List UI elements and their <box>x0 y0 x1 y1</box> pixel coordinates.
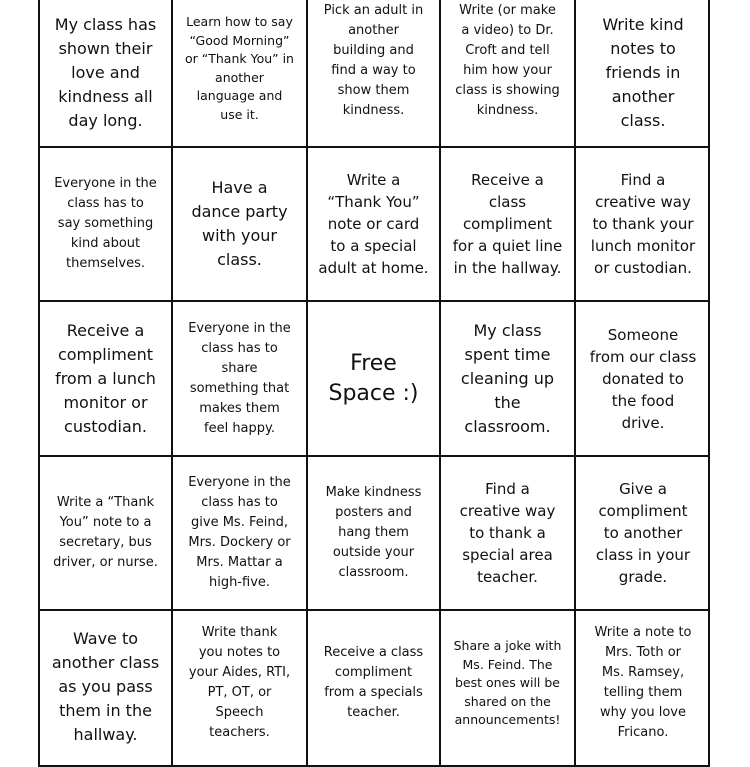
cell-text: My class spent time cleaning up the classroom. <box>460 320 555 436</box>
bingo-cell <box>40 457 173 611</box>
cell-text: Have a dance party with your class. <box>191 178 288 269</box>
cell-text: Write a “Thank You” note to a secretary, bus driver, or nurse. <box>53 495 158 570</box>
cell-text: Share a joke with Ms. Feind. The best ones will be shared on the announcements! <box>453 638 562 727</box>
bingo-cell <box>173 611 308 767</box>
bingo-cell <box>441 302 576 457</box>
bingo-cell <box>576 148 710 302</box>
bingo-cell <box>173 0 308 148</box>
cell-text: Pick an adult in another building and find a way to show them kindness. <box>323 3 424 118</box>
bingo-cell <box>441 0 576 148</box>
cell-text: Learn how to say “Good Morning” or “Thank You” in another language and use it. <box>185 14 294 122</box>
cell-text: Wave to another class as you pass them in the hallway. <box>51 629 160 744</box>
cell-text: Everyone in the class has to share something that makes them feel happy. <box>188 320 291 436</box>
cell-text: Give a compliment to another class in your grade. <box>595 480 691 586</box>
cell-text: Everyone in the class has to give Ms. Feind, Mrs. Dockery or Mrs. Mattar a high-five. <box>188 475 291 590</box>
cell-text: Write a “Thank You” note or card to a special adult at home. <box>318 171 429 277</box>
bingo-cell <box>308 148 441 302</box>
bingo-cell <box>576 0 710 148</box>
cell-text: Receive a class compliment for a quiet line in the hallway. <box>452 171 563 277</box>
cell-text: Everyone in the class has to say something kind about themselves. <box>54 176 157 271</box>
cell-text: Make kindness posters and hang them outside your classroom. <box>325 485 422 580</box>
bingo-cell <box>441 457 576 611</box>
bingo-cell <box>576 457 710 611</box>
bingo-cell <box>441 611 576 767</box>
free-space-text: Free Space :) <box>328 350 419 406</box>
bingo-cell <box>308 611 441 767</box>
cell-text: Write (or make a video) to Dr. Croft and tell him how your class is showing kindness. <box>455 3 560 118</box>
bingo-cell <box>308 0 441 148</box>
bingo-cell <box>173 457 308 611</box>
cell-text: Write thank you notes to your Aides, RTI, PT, OT, or Speech teachers. <box>188 625 291 740</box>
cell-text: Find a creative way to thank your lunch monitor or custodian. <box>590 171 696 277</box>
cell-text: Write a note to Mrs. Toth or Ms. Ramsey, telling them why you love Fricano. <box>594 625 692 740</box>
cell-text: Someone from our class donated to the food drive. <box>589 325 697 432</box>
free-space-cell <box>308 302 441 457</box>
cell-text: Find a creative way to thank a special area teacher. <box>459 480 556 586</box>
cell-text: My class has shown their love and kindness all day long. <box>54 15 157 130</box>
bingo-cell <box>173 148 308 302</box>
bingo-cell <box>173 302 308 457</box>
bingo-cell <box>40 611 173 767</box>
bingo-cell <box>308 457 441 611</box>
cell-text: Receive a compliment from a lunch monitor or custodian. <box>55 320 156 436</box>
bingo-cell <box>576 302 710 457</box>
bingo-cell <box>441 148 576 302</box>
bingo-cell <box>576 611 710 767</box>
bingo-cell <box>40 0 173 148</box>
bingo-board <box>38 0 710 767</box>
cell-text: Receive a class compliment from a specials teacher. <box>323 645 424 720</box>
bingo-cell <box>40 302 173 457</box>
cell-text: Write kind notes to friends in another class. <box>602 15 684 130</box>
bingo-cell <box>40 148 173 302</box>
